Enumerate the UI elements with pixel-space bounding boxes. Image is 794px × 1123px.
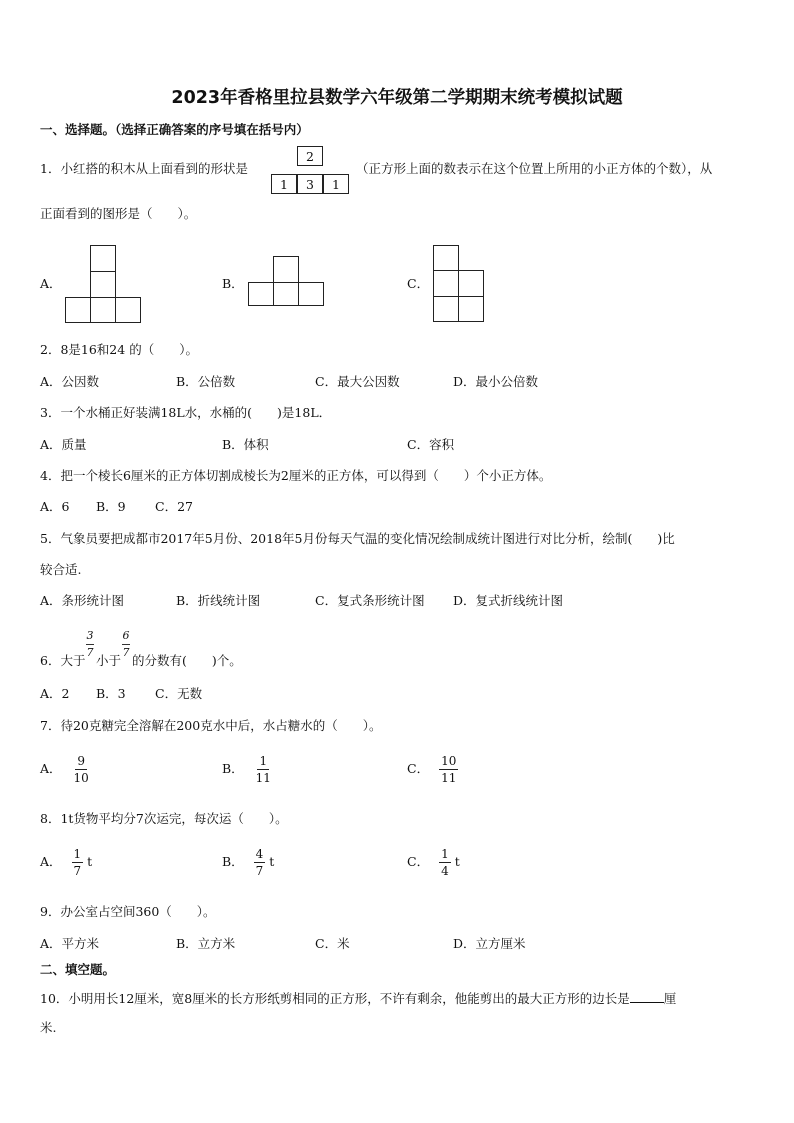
q4-text: 4．把一个棱长6厘米的正方体切割成棱长为2厘米的正方体，可以得到（ ）个小正方体。 <box>40 468 552 483</box>
square-block <box>458 270 484 297</box>
option-unit: t <box>454 854 460 869</box>
option-label: B． <box>222 761 244 776</box>
square-block <box>298 282 324 306</box>
q9-option: A．平方米 <box>40 936 100 951</box>
q2-text: 2．8是16和24 的（ ）。 <box>40 342 198 357</box>
q2-option: D．最小公倍数 <box>453 374 539 389</box>
fraction-numerator: 4 <box>255 847 264 861</box>
fraction-denominator: 11 <box>255 771 271 785</box>
fraction-numerator: 9 <box>77 754 85 768</box>
section-heading-fill: 二、填空题。 <box>40 962 116 977</box>
q1-bottom-cell: 3 <box>297 174 323 194</box>
q2-option: A．公因数 <box>40 374 100 389</box>
q8-text: 8．1t货物平均分7次运完，每次运（ ）。 <box>40 811 288 826</box>
option-fraction <box>439 755 458 784</box>
q1-top-cell: 2 <box>297 146 323 166</box>
option-fraction <box>72 848 84 877</box>
square-block <box>90 297 116 323</box>
option-fraction <box>72 755 91 784</box>
option-fraction <box>254 848 266 877</box>
option-unit: t <box>87 854 93 869</box>
option-label: A． <box>40 761 62 776</box>
q1-text-pre: 1．小红搭的积木从上面看到的形状是 <box>40 161 248 176</box>
q6-fraction-lower <box>86 630 94 658</box>
q5-text: 5．气象员要把成都市2017年5月份、2018年5月份每天气温的变化情况绘制成统计图进行对比分析，绘制( )比 <box>40 531 675 546</box>
fraction-denominator: 7 <box>86 646 94 659</box>
fraction-numerator: 1 <box>441 847 449 861</box>
q3-option: B．体积 <box>222 437 269 452</box>
q10-text-pre: 10．小明用长12厘米，宽8厘米的长方形纸剪相同的正方形，不许有剩余，他能剪出的最大正方形的边长是 <box>40 991 630 1006</box>
option-label: A． <box>40 854 62 869</box>
q9-text: 9．办公室占空间360（ ）。 <box>40 904 216 919</box>
q7-option-a <box>40 755 91 784</box>
square-block <box>90 245 116 272</box>
q7-text: 7．待20克糖完全溶解在200克水中后，水占糖水的（ ）。 <box>40 718 382 733</box>
q7-option-c <box>407 755 458 784</box>
q6-fraction-upper <box>122 630 130 658</box>
option-label: C． <box>407 854 430 869</box>
q8-option-c <box>407 848 460 877</box>
q5-option: D．复式折线统计图 <box>453 593 564 608</box>
fraction-numerator: 6 <box>122 630 130 645</box>
square-block <box>273 282 299 306</box>
q4-option: B．9 <box>96 499 126 514</box>
q1-bottom-cell: 1 <box>323 174 349 194</box>
q9-option: C．米 <box>315 936 350 951</box>
q6-text-pre: 6．大于 <box>40 653 86 668</box>
q4-option: C．27 <box>155 499 193 514</box>
q1-bottom-cell: 1 <box>271 174 297 194</box>
section-heading-choice: 一、选择题。（选择正确答案的序号填在括号内） <box>40 122 309 137</box>
q2-option: B．公倍数 <box>176 374 236 389</box>
fraction-numerator: 10 <box>441 754 457 768</box>
square-block <box>65 297 91 323</box>
fraction-numerator: 1 <box>259 754 268 768</box>
q5-option: B．折线统计图 <box>176 593 261 608</box>
option-fraction <box>254 755 273 784</box>
q5-option: C．复式条形统计图 <box>315 593 425 608</box>
q8-option-b <box>222 848 274 877</box>
q9-option: B．立方米 <box>176 936 236 951</box>
square-block <box>458 296 484 322</box>
square-block <box>248 282 274 306</box>
q10-text-line2: 米. <box>40 1020 57 1035</box>
q9-option: D．立方厘米 <box>453 936 526 951</box>
q3-option: C．容积 <box>407 437 455 452</box>
q1-text-post: （正方形上面的数表示在这个位置上所用的小正方体的个数），从 <box>356 161 713 176</box>
q1-option-c-label: C． <box>407 276 430 291</box>
fraction-denominator: 7 <box>122 646 130 659</box>
fraction-denominator: 11 <box>441 771 457 785</box>
q3-option: A．质量 <box>40 437 87 452</box>
option-unit: t <box>269 854 275 869</box>
q3-text: 3．一个水桶正好装满18L水，水桶的( )是18L． <box>40 405 332 420</box>
fraction-denominator: 7 <box>73 864 82 878</box>
q10-text-post: 厘 <box>663 991 677 1006</box>
q2-option: C．最大公因数 <box>315 374 400 389</box>
q6-option: B．3 <box>96 686 126 701</box>
square-block <box>433 296 459 322</box>
square-block <box>433 245 459 271</box>
fraction-denominator: 10 <box>73 771 89 785</box>
q10-text <box>40 990 676 1006</box>
q5-text-line2: 较合适. <box>40 562 82 577</box>
page-title: 2023年香格里拉县数学六年级第二学期期末统考模拟试题 <box>171 88 623 108</box>
q6-option: A．2 <box>40 686 70 701</box>
q7-option-b <box>222 755 273 784</box>
fraction-denominator: 7 <box>255 864 264 878</box>
square-block <box>433 270 459 297</box>
square-block <box>115 297 141 323</box>
q1-option-a-label: A． <box>40 276 62 291</box>
option-label: B． <box>222 854 244 869</box>
square-block <box>90 271 116 298</box>
fraction-numerator: 1 <box>73 847 82 861</box>
square-block <box>273 256 299 283</box>
q6-option: C．无数 <box>155 686 203 701</box>
answer-blank[interactable] <box>630 990 664 1003</box>
q5-option: A．条形统计图 <box>40 593 125 608</box>
option-label: C． <box>407 761 430 776</box>
q6-text-mid: 小于 <box>96 653 122 668</box>
fraction-numerator: 3 <box>86 630 94 645</box>
fraction-denominator: 4 <box>441 864 449 878</box>
q4-option: A．6 <box>40 499 70 514</box>
q1-text-line2: 正面看到的图形是（ ）。 <box>40 206 197 221</box>
q1-option-b-label: B． <box>222 276 244 291</box>
option-fraction <box>439 848 451 877</box>
q6-text-post: 的分数有( )个。 <box>132 653 242 668</box>
q8-option-a <box>40 848 92 877</box>
